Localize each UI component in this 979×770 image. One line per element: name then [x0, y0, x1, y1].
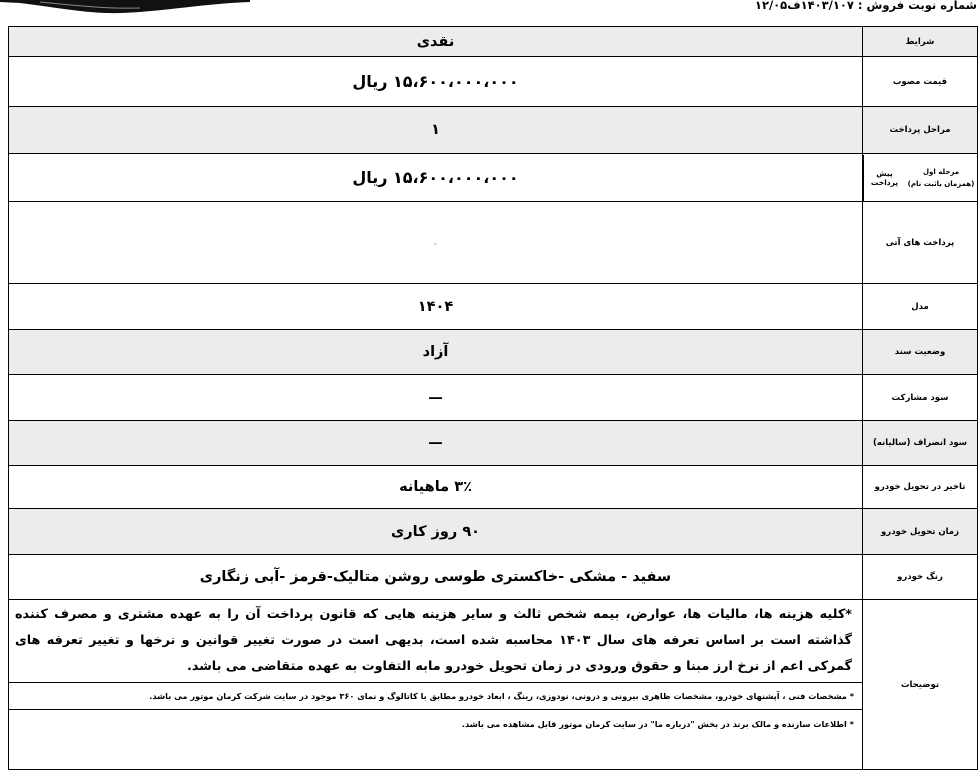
value-document: آزاد [9, 330, 863, 375]
value-future [9, 202, 863, 284]
value-delay: ۳٪ ماهیانه [9, 466, 863, 509]
sale-conditions-table [8, 26, 978, 770]
value-prepayment: ۱۵،۶۰۰،۰۰۰،۰۰۰ ریال [9, 154, 863, 202]
value-future-dash: - [433, 238, 438, 250]
sublabel-first-stage: مرحله اول [922, 167, 960, 176]
row-model [9, 284, 978, 330]
row-stages [9, 107, 978, 154]
label-delay: تاخیر در تحویل خودرو [863, 466, 978, 509]
value-notes [9, 600, 863, 770]
value-stages: ۱ [9, 107, 863, 154]
label-prepayment: پیش پرداخت [863, 155, 905, 201]
label-model: مدل [863, 284, 978, 330]
label-future: پرداخت های آتی [863, 202, 978, 284]
row-color [9, 555, 978, 600]
value-terms: نقدی [9, 27, 863, 57]
value-color: سفید - مشکی -خاکستری طوسی روشن متالیک-قرمز -آبی زنگاری [9, 555, 863, 600]
label-stages: مراحل پرداخت [863, 107, 978, 154]
row-delivery [9, 509, 978, 555]
row-price [9, 57, 978, 107]
row-notes [9, 600, 978, 770]
row-cancel [9, 421, 978, 466]
row-document [9, 330, 978, 375]
value-profit: — [9, 375, 863, 421]
label-notes: توضیحات [863, 600, 978, 770]
note-manufacturer: * اطلاعات سازنده و مالک برند در بخش "درباره ما" در سایت کرمان موتور قابل مشاهده می باشد. [9, 709, 862, 738]
row-prepayment [9, 154, 978, 202]
row-future [9, 202, 978, 284]
row-terms [9, 27, 978, 57]
prepayment-sublabels [905, 155, 977, 201]
label-profit: سود مشارکت [863, 375, 978, 421]
row-profit [9, 375, 978, 421]
brand-logo-graphic [0, 0, 250, 14]
label-terms: شرایط [863, 27, 978, 57]
label-price: قیمت مصوب [863, 57, 978, 107]
label-color: رنگ خودرو [863, 555, 978, 600]
sale-number: شماره نوبت فروش : ۱۴۰۳/۱۰۷ف۱۲/۰۵ [754, 0, 977, 12]
value-delivery: ۹۰ روز کاری [9, 509, 863, 555]
label-prepayment-cell [863, 154, 978, 202]
sublabel-with-registration: (همزمان باثبت نام) [907, 179, 975, 188]
value-cancel: — [9, 421, 863, 466]
label-cancel: سود انصراف (سالیانه) [863, 421, 978, 466]
note-costs: *کلیه هزینه ها، مالیات ها، عوارض، بیمه شخص ثالث و سایر هزینه هایی که قانون پرداخت آن را به عهده مشتری و مصرف کننده گذاشته است بر اساس تعرفه های سال ۱۴۰۳ محاسبه شده است، بدیهی است در صورت تغییر قوانین و نرخها و تغییر تعرفه های گمرکی اعم از نرخ ارز مبنا و حقوق ورودی در زمان تحویل خودرو مابه التفاوت به عهده متقاضی می باشد. [15, 607, 852, 674]
label-document: وضعیت سند [863, 330, 978, 375]
note-specs: * مشخصات فنی ، آپشنهای خودرو، مشخصات ظاهری بیرونی و درونی، نودوزی، رینگ ، ابعاد خودرو مطابق با کاتالوگ و نمای ۳۶۰ موجود در سایت شرکت کرمان موتور می باشد. [9, 682, 862, 709]
value-model: ۱۴۰۴ [9, 284, 863, 330]
value-price: ۱۵،۶۰۰،۰۰۰،۰۰۰ ریال [9, 57, 863, 107]
row-delay [9, 466, 978, 509]
label-delivery: زمان تحویل خودرو [863, 509, 978, 555]
